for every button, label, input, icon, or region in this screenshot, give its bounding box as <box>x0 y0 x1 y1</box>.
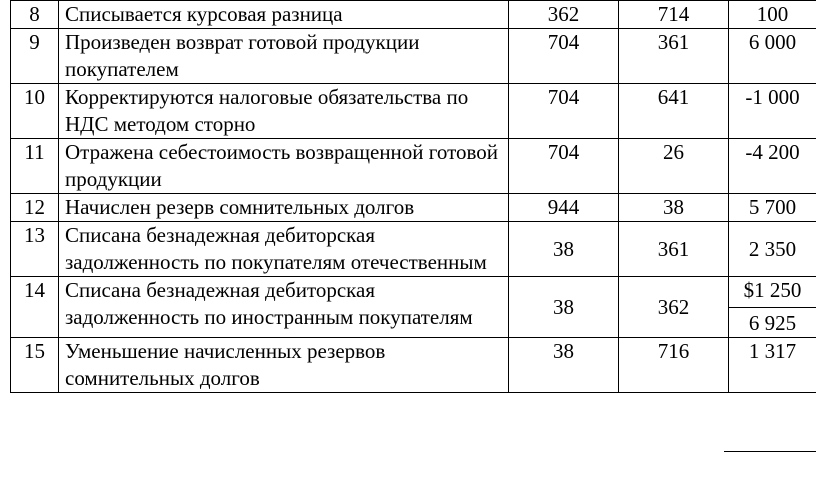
credit-account: 714 <box>619 1 729 29</box>
ledger-table <box>10 0 816 393</box>
operation-description: Произведен возврат готовой продукции покупателем <box>59 29 509 84</box>
amount: -4 200 <box>729 139 816 194</box>
amount: 1 317 <box>729 338 816 393</box>
debit-account: 704 <box>509 84 619 139</box>
table-row <box>11 194 816 222</box>
underline-divider <box>724 451 816 452</box>
debit-account: 38 <box>509 222 619 277</box>
operation-description: Начислен резерв сомнительных долгов <box>59 194 509 222</box>
row-number: 12 <box>11 194 59 222</box>
debit-account: 704 <box>509 139 619 194</box>
row-number: 14 <box>11 277 59 338</box>
amount: 100 <box>729 1 816 29</box>
amount: 6 925 <box>748 311 797 335</box>
operation-description: Уменьшение начисленных резервов сомнительных долгов <box>59 338 509 393</box>
table-row <box>11 29 816 84</box>
operation-description: Отражена себестоимость возвращенной готовой продукции <box>59 139 509 194</box>
credit-account: 362 <box>619 277 729 338</box>
debit-account: 38 <box>509 277 619 338</box>
amount: 6 000 <box>729 29 816 84</box>
row-number: 15 <box>11 338 59 393</box>
operation-description: Списывается курсовая разница <box>59 1 509 29</box>
amount: 5 700 <box>729 194 816 222</box>
debit-account: 38 <box>509 338 619 393</box>
operation-description: Списана безнадежная дебиторская задолженность по иностранным покупателям <box>59 277 509 338</box>
credit-account: 716 <box>619 338 729 393</box>
amount-split <box>729 277 816 338</box>
table-row <box>11 139 816 194</box>
row-number: 11 <box>11 139 59 194</box>
table-row <box>11 277 816 338</box>
table-row <box>11 84 816 139</box>
row-number: 9 <box>11 29 59 84</box>
table-row <box>11 338 816 393</box>
credit-account: 361 <box>619 222 729 277</box>
amount-currency: $1 250 <box>729 277 816 308</box>
row-number: 8 <box>11 1 59 29</box>
debit-account: 704 <box>509 29 619 84</box>
credit-account: 26 <box>619 139 729 194</box>
credit-account: 641 <box>619 84 729 139</box>
row-number: 10 <box>11 84 59 139</box>
debit-account: 362 <box>509 1 619 29</box>
row-number: 13 <box>11 222 59 277</box>
amount: -1 000 <box>729 84 816 139</box>
credit-account: 361 <box>619 29 729 84</box>
operation-description: Корректируются налоговые обязательства по НДС методом сторно <box>59 84 509 139</box>
amount: 2 350 <box>729 222 816 277</box>
table-row <box>11 222 816 277</box>
table-row <box>11 1 816 29</box>
operation-description: Списана безнадежная дебиторская задолженность по покупателям отечественным <box>59 222 509 277</box>
debit-account: 944 <box>509 194 619 222</box>
credit-account: 38 <box>619 194 729 222</box>
